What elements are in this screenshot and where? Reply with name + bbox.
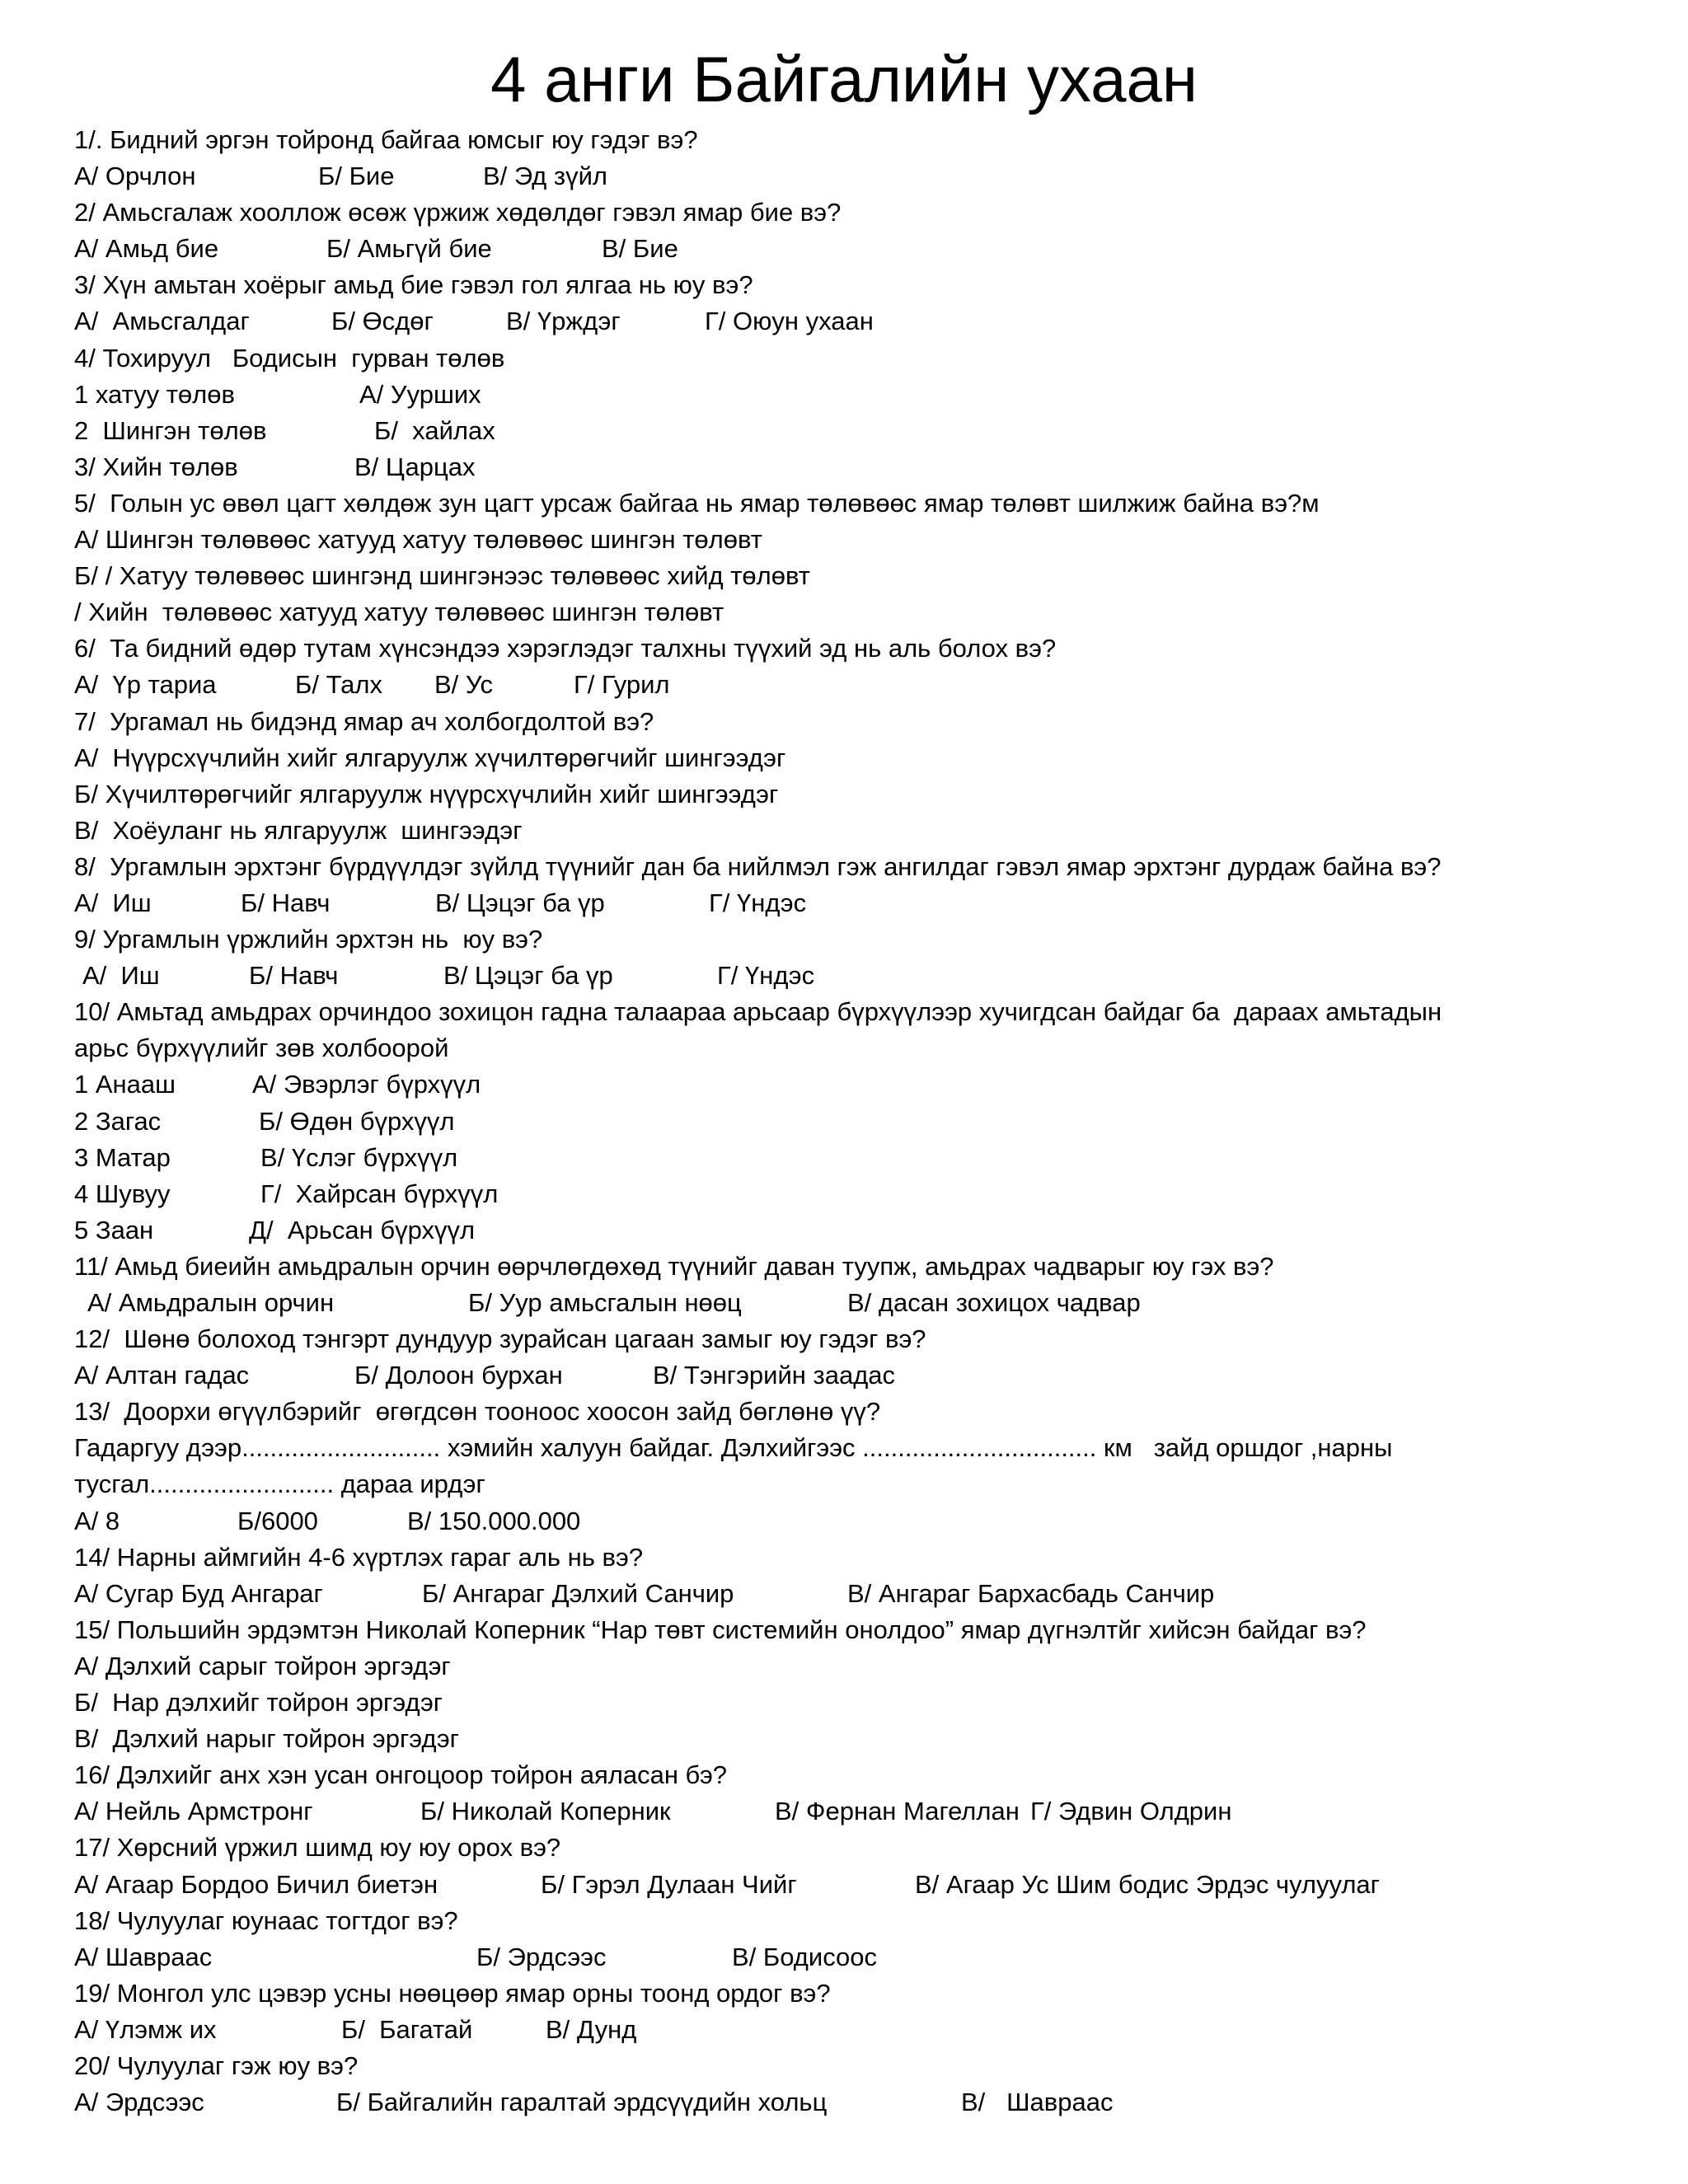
answer-option: В/ Үслэг бүрхүүл [260,1142,458,1172]
answer-option: В/ Фернан Магеллан [775,1797,1020,1826]
text-line [74,1576,1640,1612]
answer-option: Г/ Гурил [574,670,670,700]
answer-option: А/ Нейль Армстронг [74,1797,313,1826]
answer-option: В/ Цэцэг ба үр [435,888,605,917]
text-line [74,1830,1640,1866]
answer-option: А/ Орчлон [74,162,196,191]
text-line [74,740,1640,776]
text-line [74,1285,1640,1321]
text-line [74,1503,1640,1540]
line-text: 1/. Бидний эргэн тойронд байгаа юмсыг юу гэдэг вэ? [74,125,698,154]
line-text: Б/ Нар дэлхийг тойрон эргэдэг [74,1688,443,1718]
answer-option: Б/ Эрдсээс [476,1942,607,1971]
line-text: В/ Хоёуланг нь ялгаруулж шингээдэг [74,815,523,845]
line-text: 6/ Та бидний өдөр тутам хүнсэндээ хэрэглэдэг талхны түүхий эд нь аль болох вэ? [74,634,1057,663]
text-line [74,849,1640,885]
line-text: А/ Шингэн төлөвөөс хатууд хатуу төлөвөөс шингэн төлөвт [74,525,762,555]
text-line [74,594,1640,630]
line-text: 19/ Монгол улс цэвэр усны нөөцөөр ямар орны тоонд ордог вэ? [74,1978,831,2008]
text-line [74,449,1640,485]
answer-option: А/ Уурших [359,379,481,409]
line-text: 18/ Чулуулаг юунаас тогтдог вэ? [74,1905,458,1935]
text-line [74,231,1640,267]
line-text: 16/ Дэлхийг анх хэн усан онгоцоор тойрон аяласан бэ? [74,1760,728,1790]
answer-option: Б/ Өдөн бүрхүүл [259,1106,455,1136]
answer-option: А/ Амьдралын орчин [87,1288,335,1317]
text-line [74,1975,1640,2012]
text-line [74,1612,1640,1648]
line-text: 5/ Голын ус өвөл цагт хөлдөж зун цагт урсаж байгаа нь ямар төлөвөөс ямар төлөвт шилжиж байна вэ?м [74,488,1320,518]
answer-option: Б/ Долоон бурхан [354,1361,563,1390]
answer-option: 3 Матар [74,1142,171,1172]
text-line [74,667,1640,703]
line-text: Гадаргуу дээр............................ хэмийн халуун байдаг. Дэлхийгээс ................................. км зайд оршдог ,нарны [74,1433,1393,1463]
text-line [74,1648,1640,1685]
text-line [74,2012,1640,2048]
text-line [74,2048,1640,2084]
answer-option: В/ дасан зохицох чадвар [847,1288,1141,1317]
answer-option: В/ Царцах [354,452,476,481]
answer-option: 2 Шингэн төлөв [74,415,267,445]
answer-option: А/ Алтан гадас [74,1361,250,1390]
line-text: 20/ Чулуулаг гэж юу вэ? [74,2050,359,2080]
answer-option: В/ 150.000.000 [407,1506,581,1535]
answer-option: Б/ Уур амьсгалын нөөц [468,1288,742,1317]
page-title: 4 анги Байгалийн ухаан [490,43,1198,115]
text-line [74,1939,1640,1975]
line-text: А/ Дэлхий сарыг тойрон эргэдэг [74,1651,451,1680]
line-text: Б/ Хүчилтөрөгчийг ялгаруулж нүүрсхүчлийн хийг шингээдэг [74,779,779,808]
answer-option: 2 Загас [74,1106,162,1136]
text-line [74,2084,1640,2121]
line-text: А/ Нүүрсхүчлийн хийг ялгаруулж хүчилтөрөгчийг шингээдэг [74,743,786,772]
answer-option: А/ Иш [74,888,152,917]
answer-option: А/ Иш [82,961,160,991]
answer-option: 1 хатуу төлөв [74,379,235,409]
answer-option: 4 Шувуу [74,1179,171,1208]
answer-option: 3/ Хийн төлөв [74,452,238,481]
text-line [74,1430,1640,1466]
answer-option: А/ Эрдсээс [74,2088,204,2117]
answer-option: А/ Шавраас [74,1942,213,1971]
answer-option: Б/ Амьгүй бие [326,234,492,264]
text-line [74,1394,1640,1430]
text-line [74,303,1640,340]
text-line [74,1721,1640,1757]
answer-option: 1 Анааш [74,1070,176,1099]
text-line [74,1903,1640,1939]
text-line [74,813,1640,849]
text-line [74,558,1640,594]
answer-option: Г/ Эдвин Олдрин [1030,1797,1232,1826]
line-text: / Хийн төлөвөөс хатууд хатуу төлөвөөс шингэн төлөвт [74,598,724,627]
text-line [74,1066,1640,1103]
answer-option: В/ Эд зүйл [483,162,607,191]
line-text: В/ Дэлхий нарыг тойрон эргэдэг [74,1724,459,1754]
answer-option: А/ Үлэмж их [74,2014,217,2044]
answer-option: А/ Агаар Бордоо Бичил биетэн [74,1869,438,1899]
answer-option: В/ Бодисоос [732,1942,878,1971]
answer-option: В/ Үрждэг [506,307,621,336]
answer-option: А/ Амьсгалдаг [74,307,250,336]
answer-option: В/ Цэцэг ба үр [443,961,613,991]
text-line [74,1540,1640,1576]
line-text: 13/ Доорхи өгүүлбэрийг өгөгдсөн тооноос хоосон зайд бөглөнө үү? [74,1397,881,1427]
text-line [74,958,1640,994]
text-line [74,1685,1640,1721]
answer-option: Г/ Хайрсан бүрхүүл [260,1179,499,1208]
answer-option: Г/ Оюун ухаан [705,307,874,336]
answer-option: Б/ Бие [318,162,395,191]
answer-option: А/ Үр тариа [74,670,217,700]
text-line [74,158,1640,194]
line-text: 8/ Ургамлын эрхтэнг бүрдүүлдэг зүйлд түүнийг дан ба нийлмэл гэж ангилдаг гэвэл ямар эрхтэнг дурдаж байна вэ? [74,851,1442,881]
text-line [74,1466,1640,1502]
answer-option: А/ Амьд бие [74,234,219,264]
answer-option: Б/ Навч [241,888,331,917]
line-text: 12/ Шөнө болоход тэнгэрт дундуур зурайсан цагаан замыг юу гэдэг вэ? [74,1324,926,1354]
question-list [74,122,1640,2121]
answer-option: Б/ Навч [249,961,339,991]
line-text: арьс бүрхүүлийг зөв холбоорой [74,1033,449,1063]
text-line [74,704,1640,740]
answer-option: В/ Агаар Ус Шим бодис Эрдэс чулуулаг [915,1869,1380,1899]
text-line [74,1793,1640,1830]
answer-option: Б/ Багатай [341,2014,473,2044]
answer-option: Б/ хайлах [374,415,495,445]
text-line [74,1357,1640,1394]
answer-option: Б/ Гэрэл Дулаан Чийг [541,1869,797,1899]
answer-option: В/ Ангараг Бархасбадь Санчир [847,1578,1215,1608]
line-text: 9/ Ургамлын үржлийн эрхтэн нь юу вэ? [74,925,543,954]
answer-option: Б/ Николай Коперник [420,1797,671,1826]
answer-option: В/ Дунд [546,2014,637,2044]
line-text: 17/ Хөрсний үржил шимд юу юу орох вэ? [74,1833,561,1863]
answer-option: В/ Шавраас [961,2088,1114,2117]
text-line [74,994,1640,1030]
answer-option: В/ Тэнгэрийн заадас [653,1361,896,1390]
text-line [74,1321,1640,1357]
answer-option: Д/ Арьсан бүрхүүл [249,1215,476,1244]
text-line [74,1176,1640,1212]
answer-option: В/ Бие [602,234,678,264]
answer-option: Б/ Байгалийн гаралтай эрдсүүдийн хольц [336,2088,828,2117]
text-line [74,267,1640,303]
line-text: 14/ Нарны аймгийн 4-6 хүртлэх гараг аль нь вэ? [74,1542,644,1572]
text-line [74,1867,1640,1903]
line-text: тусгал.......................... дараа ирдэг [74,1469,485,1499]
answer-option: А/ Эвэрлэг бүрхүүл [252,1070,481,1099]
text-line [74,1140,1640,1176]
answer-option: Б/ Талх [295,670,382,700]
text-line [74,340,1640,377]
text-line [74,1104,1640,1140]
text-line [74,1212,1640,1249]
text-line [74,377,1640,413]
answer-option: Г/ Үндэс [717,961,815,991]
line-text: 3/ Хүн амьтан хоёрыг амьд бие гэвэл гол ялгаа нь юу вэ? [74,270,753,300]
answer-option: 5 Заан [74,1215,154,1244]
text-line [74,921,1640,958]
text-line [74,630,1640,667]
line-text: 11/ Амьд биеийн амьдралын орчин өөрчлөгдөхөд түүнийг даван туупж, амьдрах чадварыг юу гэх вэ? [74,1251,1274,1281]
line-text: 2/ Амьсгалаж хооллож өсөж үржиж хөдөлдөг гэвэл ямар бие вэ? [74,198,842,227]
line-text: 7/ Ургамал нь бидэнд ямар ач холбогдолтой вэ? [74,706,654,736]
line-text: 15/ Польшийн эрдэмтэн Николай Коперник “Нар төвт системийн онолдоо” ямар дүгнэлтйг хийсэн байдаг вэ? [74,1615,1367,1644]
answer-option: А/ Сугар Буд Ангараг [74,1578,323,1608]
answer-option: Б/ Ангараг Дэлхий Санчир [422,1578,734,1608]
text-line [74,194,1640,231]
text-line [74,522,1640,558]
text-line [74,885,1640,921]
line-text: Б/ / Хатуу төлөвөөс шингэнд шингэнээс төлөвөөс хийд төлөвт [74,561,810,591]
answer-option: Г/ Үндэс [709,888,807,917]
text-line [74,1249,1640,1285]
answer-option: Б/6000 [237,1506,318,1535]
line-text: 4/ Тохируул Бодисын гурван төлөв [74,343,505,373]
text-line [74,776,1640,813]
answer-option: А/ 8 [74,1506,120,1535]
answer-option: В/ Ус [434,670,494,700]
text-line [74,122,1640,158]
text-line [74,485,1640,522]
text-line [74,1030,1640,1066]
text-line [74,413,1640,449]
line-text: 10/ Амьтад амьдрах орчиндоо зохицон гадна талаараа арьсаар бүрхүүлээр хучигдсан байдаг ба дараах амьтадын [74,997,1442,1027]
answer-option: Б/ Өсдөг [331,307,434,336]
text-line [74,1757,1640,1793]
